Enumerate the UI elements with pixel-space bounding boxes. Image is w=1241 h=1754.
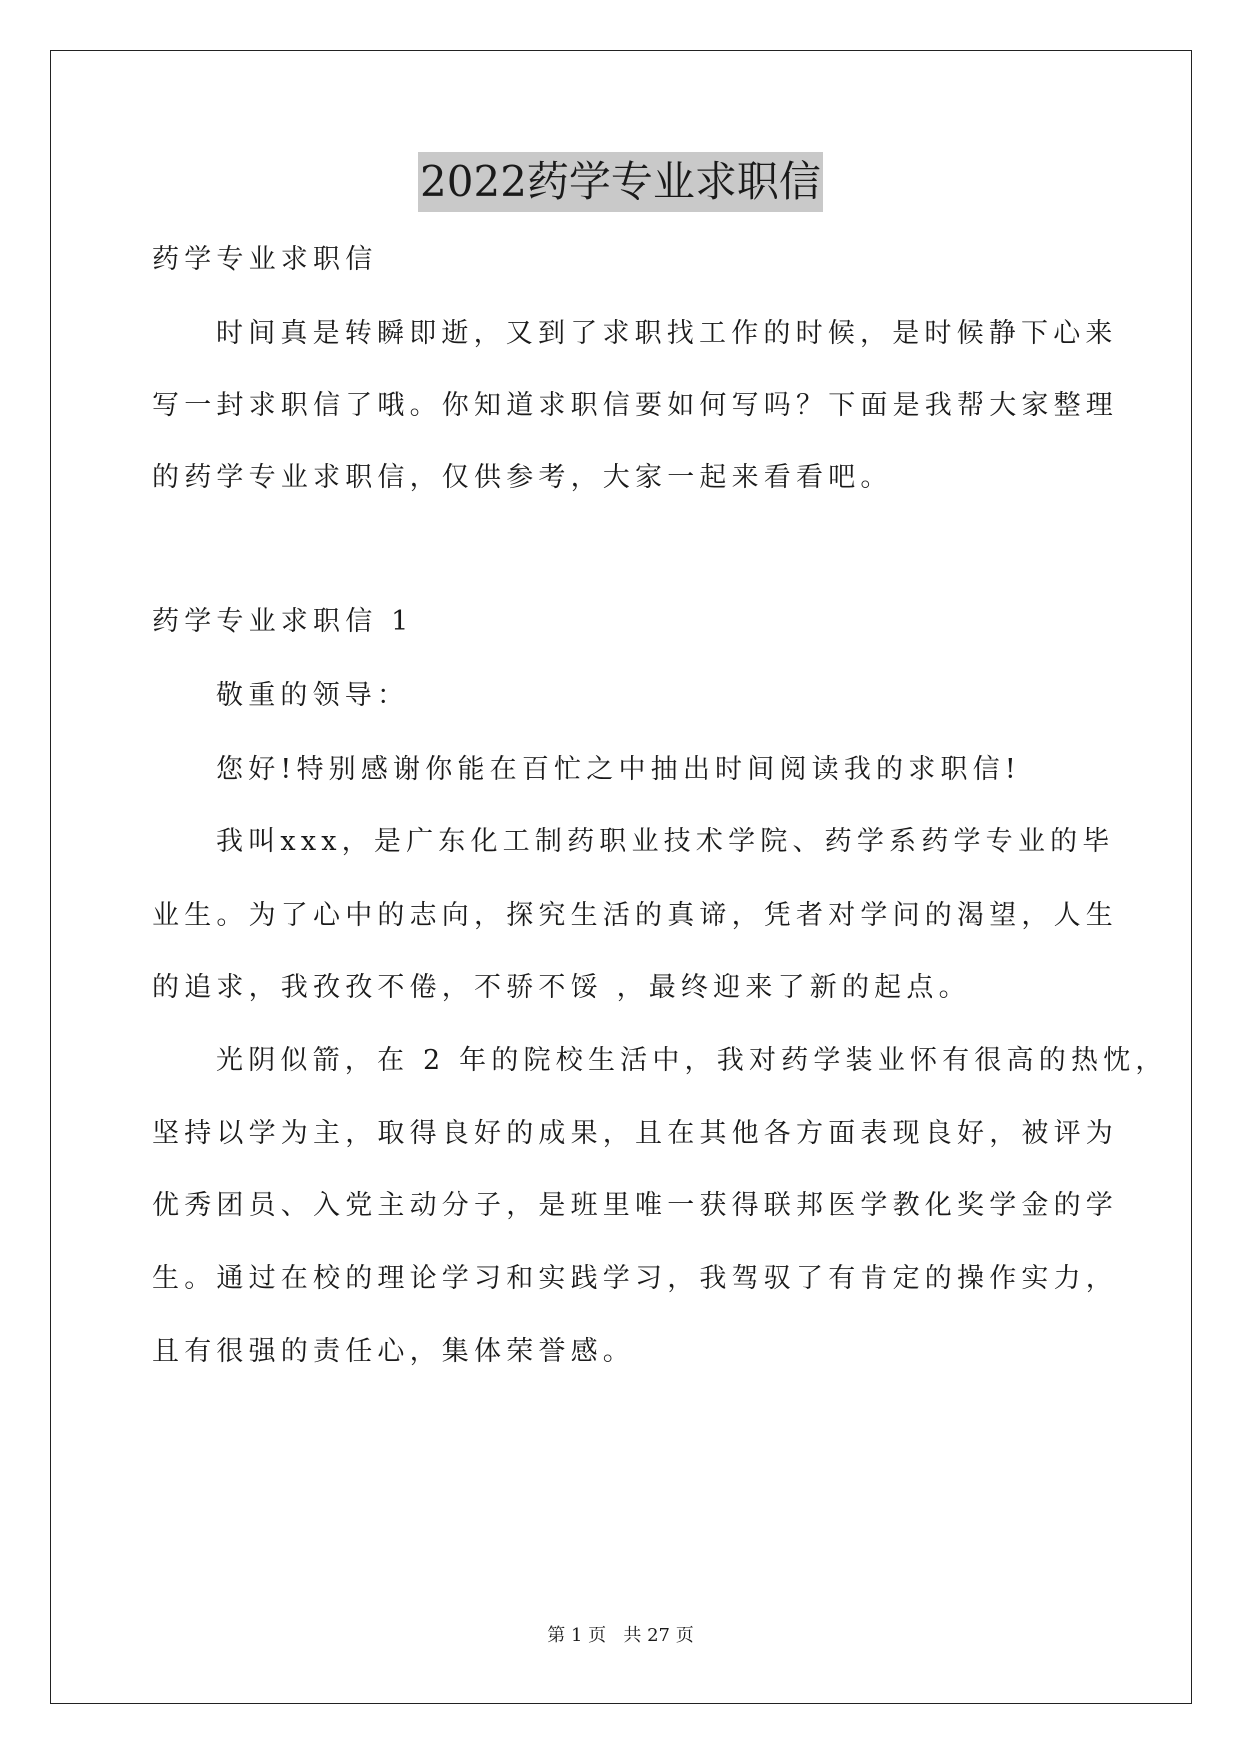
paragraph-line: 的追求，我孜孜不倦，不骄不馁 ，最终迎来了新的起点。 xyxy=(152,972,971,1003)
paragraph-line: 我叫xxx，是广东化工制药职业技术学院、药学系药学专业的毕 xyxy=(216,826,1115,857)
salutation: 敬重的领导： xyxy=(216,680,410,711)
paragraph-line: 生。通过在校的理论学习和实践学习，我驾驭了有肯定的操作实力， xyxy=(152,1263,1118,1294)
paragraph-line: 且有很强的责任心，集体荣誉感。 xyxy=(152,1336,635,1367)
page-number-footer: 第 1 页 共 27 页 xyxy=(547,1625,694,1646)
section-heading: 药学专业求职信 1 xyxy=(152,606,414,637)
paragraph-line: 业生。为了心中的志向，探究生活的真谛，凭者对学问的渴望，人生 xyxy=(152,900,1118,931)
paragraph-line: 时间真是转瞬即逝，又到了求职找工作的时候，是时候静下心来 xyxy=(216,318,1118,349)
page-border xyxy=(50,50,1192,1704)
paragraph-line: 的药学专业求职信，仅供参考，大家一起来看看吧。 xyxy=(152,462,893,493)
paragraph-line: 您好!特别感谢你能在百忙之中抽出时间阅读我的求职信! xyxy=(216,754,1021,785)
paragraph-line: 坚持以学为主，取得良好的成果，且在其他各方面表现良好，被评为 xyxy=(152,1118,1118,1149)
section-heading: 药学专业求职信 xyxy=(152,244,378,275)
paragraph-line: 光阴似箭，在 2 年的院校生活中，我对药学装业怀有很高的热忱， xyxy=(216,1045,1168,1076)
document-title: 2022药学专业求职信 xyxy=(418,152,823,212)
title-container xyxy=(0,152,1241,212)
paragraph-line: 优秀团员、入党主动分子，是班里唯一获得联邦医学教化奖学金的学 xyxy=(152,1190,1118,1221)
paragraph-line: 写一封求职信了哦。你知道求职信要如何写吗？下面是我帮大家整理 xyxy=(152,390,1118,421)
